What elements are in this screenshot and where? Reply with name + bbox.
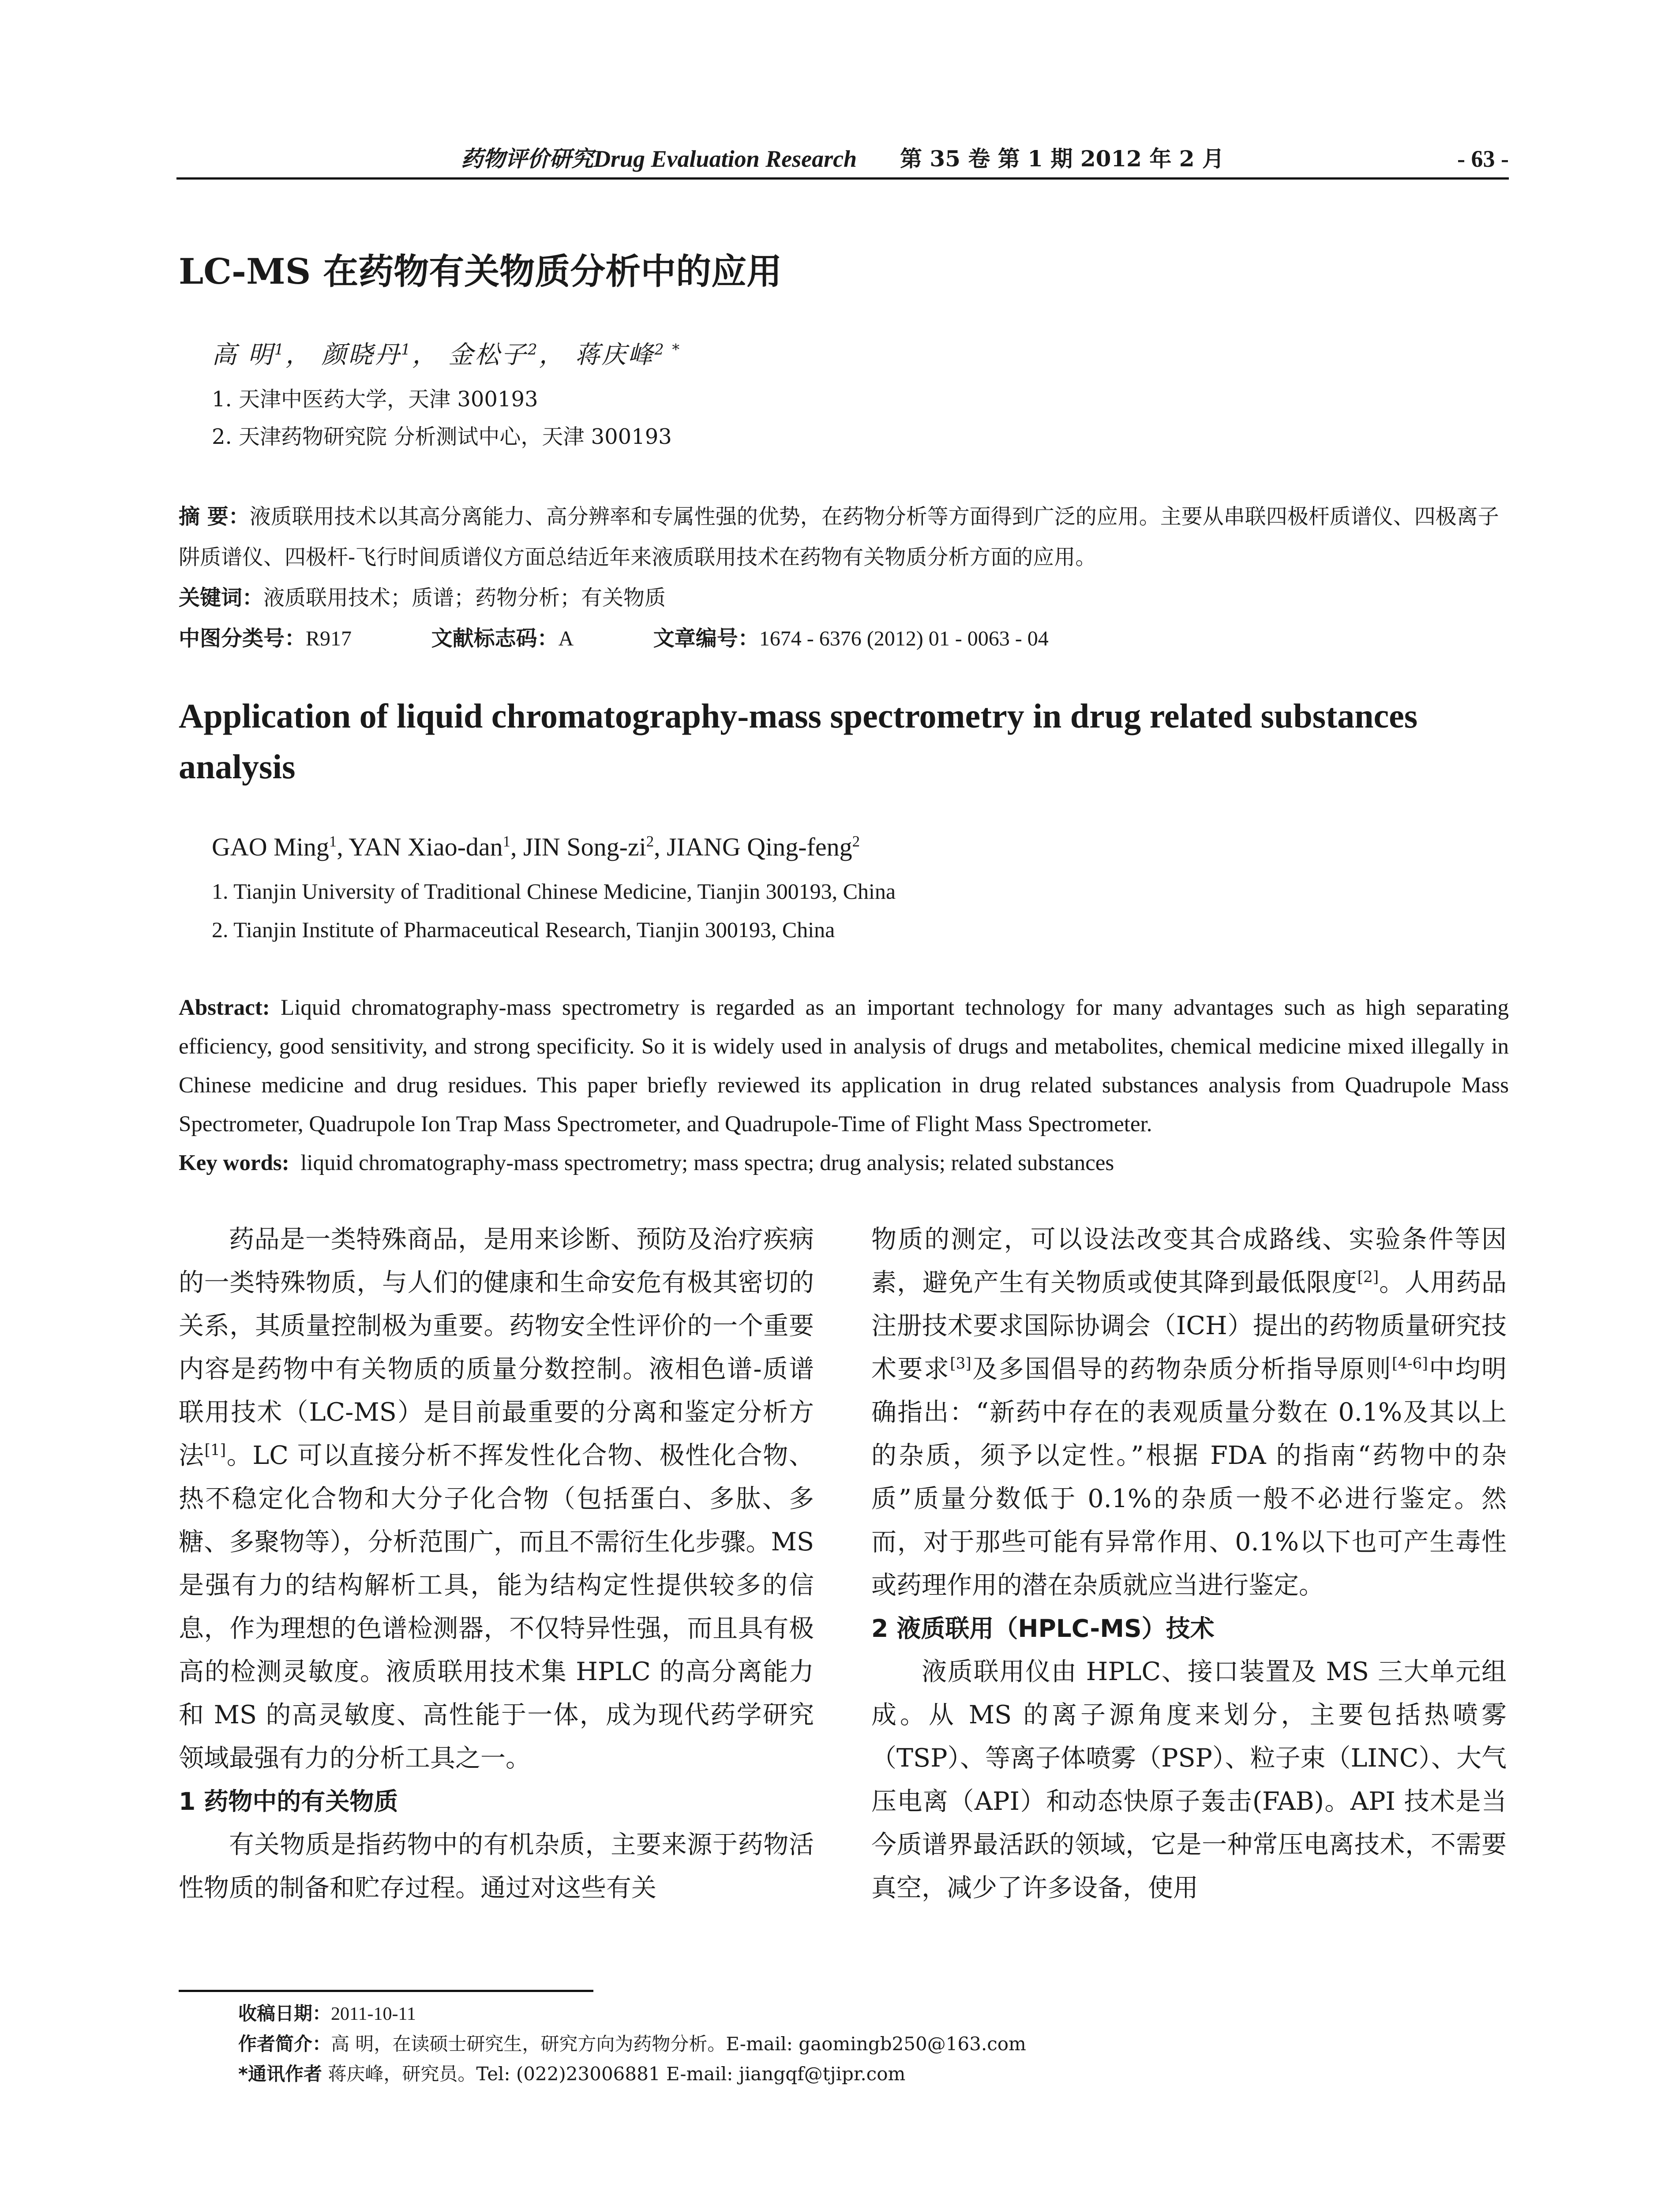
- keywords-cn: [179, 578, 1507, 618]
- author-affiliation-mark: 1: [502, 833, 511, 850]
- keywords-en: [179, 1144, 1509, 1182]
- affiliation-en-2: 2. Tianjin Institute of Pharmaceutical Research, Tianjin 300193, China: [212, 917, 835, 942]
- journal-name-cn: 药物评价研究: [461, 146, 593, 172]
- author-bio-value: 高 明，在读硕士研究生，研究方向为药物分析。E-mail: gaomingb250@163.com: [331, 2033, 1026, 2055]
- corresponding-author: [238, 2059, 1026, 2089]
- author-affiliation-mark: 2: [528, 341, 539, 358]
- author-bio-label: 作者简介：: [238, 2033, 331, 2055]
- body-paragraph: 有关物质是指药物中的有机杂质，主要来源于药物活性物质的制备和贮存过程。通过对这些有关: [179, 1830, 814, 1902]
- keywords-label: 关键词：: [179, 585, 264, 610]
- keywords-text: 液质联用技术；质谱；药物分析；有关物质: [263, 585, 666, 610]
- author-name: 金松子: [448, 341, 528, 369]
- doc-code-label: 文献标志码：: [431, 626, 559, 651]
- body-paragraph: 液质联用仪由 HPLC、接口装置及 MS 三大单元组成。从 MS 的离子源角度来划分，主要包括热喷雾（TSP）、等离子体喷雾（PSP）、粒子束（LINC）、大气压电离（API）和动态快原子轰击(FAB)。API 技术是当今质谱界最活跃的领域，它是一种常压电离技术，不需要真空，减少了许多设备，使用: [871, 1657, 1507, 1902]
- body-left-column: [179, 1218, 814, 1910]
- header-rule: [176, 177, 1509, 180]
- author-affiliation-mark: 1: [401, 341, 412, 358]
- authors-en: GAO Ming$^1$, YAN Xiao-dan$^1$, JIN Song-$zi^2$, JIANG Qing-feng$^2$: [212, 833, 860, 861]
- body-text: 。LC 可以直接分析不挥发性化合物、极性化合物、热不稳定化合物和大分子化合物（包括蛋白、多肽、多糖、多聚物等），分析范围广，而且不需衍生化步骤。MS 是强有力的结构解析工具，能为结构定性提供较多的信息，作为理想的色谱检测器，不仅特异性强，而且具有极高的检测灵敏度。液质联用技术集 HPLC 的高分离能力和 MS 的高灵敏度、高性能于一体，成为现代药学研究领域最强有力的分析工具之一。: [179, 1441, 814, 1773]
- issue-info: 第 35 卷 第 1 期 2012 年 2 月: [900, 146, 1224, 172]
- body-text: 物质的测定，可以设法改变其合成路线、实验条件等因素，避免产生有关物质或使其降到最低限度: [871, 1225, 1507, 1297]
- affiliation-cn-2: 2. 天津药物研究院 分析测试中心，天津 300193: [212, 424, 672, 449]
- abstract-text: 液质联用技术以其高分离能力、高分辨率和专属性强的优势，在药物分析等方面得到广泛的应用。主要从串联四极杆质谱仪、四极离子阱质谱仪、四极杆-飞行时间质谱仪方面总结近年来液质联用技术在药物有关物质分析方面的应用。: [179, 504, 1499, 570]
- author-affiliation-mark: 2: [646, 833, 654, 850]
- abstract-text: Liquid chromatography-mass spectrometry is regarded as an important technology for many advantages such as high separating efficiency, good sensitivity, and strong specificity. So it is widely used in analysis of drugs and metabolites, chemical medicine mixed illegally in Chinese medicine and drug residues. This paper briefly reviewed its application in drug related substances analysis from Quadrupole Mass Spectrometer, Quadrupole Ion Trap Mass Spectrometer, and Quadrupole-Time of Flight Mass Spectrometer.: [179, 995, 1509, 1137]
- author-name: GAO Ming: [212, 833, 329, 861]
- received-date: [238, 1999, 1026, 2029]
- article-number: 1674 - 6376 (2012) 01 - 0063 - 04: [759, 627, 1049, 650]
- body-text: 中均明确指出：“新药中存在的表观质量分数在 0.1%及其以上的杂质，须予以定性。”根据 FDA 的指南“药物中的杂质”质量分数低于 0.1%的杂质一般不必进行鉴定。然而，对于那些可能有异常作用、0.1%以下也可产生毒性或药理作用的潜在杂质就应当进行鉴定。: [871, 1354, 1507, 1600]
- corresponding-value: 蒋庆峰，研究员。Tel: (022)23006881 E-mail: jiangqf@tjipr.com: [322, 2063, 906, 2085]
- abstract-cn: [179, 496, 1507, 659]
- received-value: 2011-10-11: [331, 2004, 416, 2024]
- body-paragraph: [179, 1218, 814, 1780]
- author-name: 颜晓丹: [322, 341, 401, 369]
- citation: [3]: [950, 1355, 971, 1373]
- body-right-column: [871, 1218, 1507, 1910]
- page-number: - 63 -: [1457, 146, 1509, 172]
- classification-line: [179, 618, 1507, 659]
- affiliation-en-1: 1. Tianjin University of Traditional Chinese Medicine, Tianjin 300193, China: [212, 879, 896, 904]
- authors-cn: 高 明$^1$， 颜晓丹$^1$， 金松子$^2$， 蒋庆峰$^{2 *}$: [212, 341, 682, 369]
- clc-code: R917: [306, 627, 352, 650]
- author-affiliation-mark: 1: [329, 833, 337, 850]
- author-bio: [238, 2029, 1026, 2059]
- abstract-label: Abstract:: [179, 995, 270, 1020]
- abstract-en: [179, 988, 1509, 1182]
- affiliation-cn-1: 1. 天津中医药大学，天津 300193: [212, 387, 538, 412]
- author-name: 高 明: [212, 341, 274, 369]
- body-paragraph: [871, 1218, 1507, 1607]
- author-name: JIN Song-zi: [523, 833, 646, 861]
- abstract-label: 摘 要：: [179, 504, 250, 529]
- doc-code: A: [558, 627, 574, 650]
- article-number-label: 文章编号：: [653, 626, 759, 651]
- body-text: 。人用药品注册技术要求国际协调会（ICH）提出的药物质量研究技术要求: [871, 1268, 1507, 1384]
- title-cn: LC-MS 在药物有关物质分析中的应用: [179, 251, 782, 292]
- title-en: Application of liquid chromatography-mass spectrometry in drug related substances analysis: [179, 697, 1418, 786]
- citation: [4-6]: [1392, 1355, 1428, 1373]
- author-affiliation-mark: 1: [274, 341, 286, 358]
- abstract-cn-body: [179, 496, 1507, 578]
- corresponding-label: *通讯作者: [238, 2063, 322, 2085]
- section-heading-1: 1 药物中的有关物质: [179, 1787, 398, 1816]
- body-text: 及多国倡导的药物杂质分析指导原则: [971, 1354, 1392, 1384]
- keywords-text: liquid chromatography-mass spectrometry; mass spectra; drug analysis; related substances: [300, 1151, 1114, 1175]
- abstract-en-body: [179, 988, 1509, 1144]
- section-heading-2: 2 液质联用（HPLC-MS）技术: [871, 1614, 1215, 1643]
- journal-name-en: Drug Evaluation Research: [593, 146, 857, 172]
- footnote-rule: [179, 1990, 593, 1992]
- citation: [1]: [204, 1441, 226, 1459]
- keywords-label: Key words:: [179, 1151, 289, 1175]
- author-affiliation-mark: 2: [852, 833, 860, 850]
- author-name: 蒋庆峰: [575, 341, 655, 369]
- author-name: JIANG Qing-feng: [667, 833, 852, 861]
- running-header: [176, 141, 1509, 176]
- clc-label: 中图分类号：: [179, 626, 306, 651]
- footnotes: [238, 1999, 1026, 2089]
- author-name: YAN Xiao-dan: [349, 833, 503, 861]
- received-label: 收稿日期：: [238, 2003, 331, 2024]
- author-affiliation-mark: 2 *: [654, 341, 682, 358]
- citation: [2]: [1357, 1268, 1379, 1286]
- body-text: 药品是一类特殊商品，是用来诊断、预防及治疗疾病的一类特殊物质，与人们的健康和生命安危有极其密切的关系，其质量控制极为重要。药物安全性评价的一个重要内容是药物中有关物质的质量分数控制。液相色谱-质谱联用技术（LC-MS）是目前最重要的分离和鉴定分析方法: [179, 1225, 814, 1470]
